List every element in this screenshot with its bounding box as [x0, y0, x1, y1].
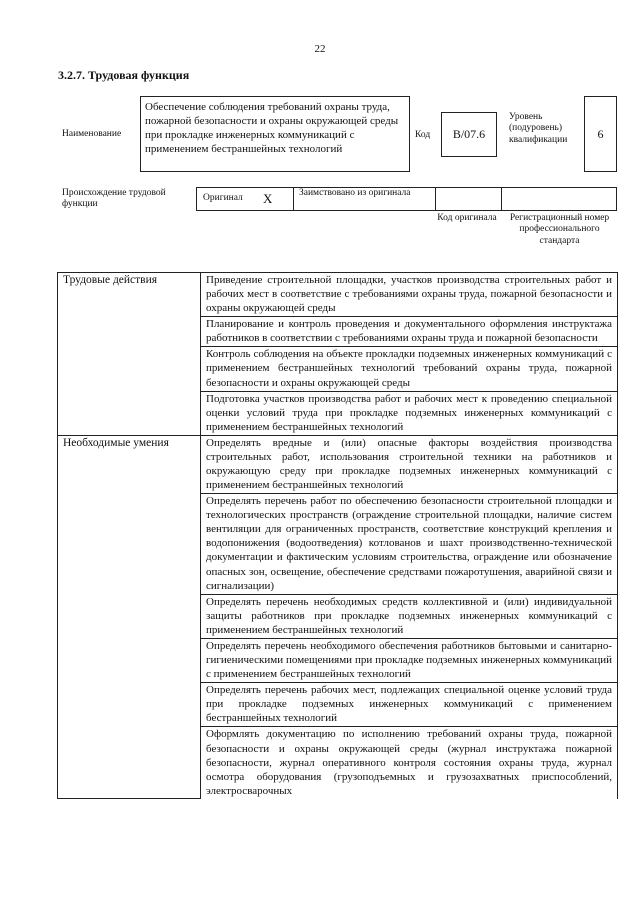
code-value: B/07.6 — [452, 127, 486, 141]
function-name-box — [140, 96, 410, 172]
skills-label: Необходимые умения — [58, 435, 201, 798]
skill-item: Определять вредные и (или) опасные факторы воздействия производства строительных работ, использования строительной техники на работников и окружающую среду при прокладке подземных инженерных коммуникаций с применением бестраншейных технологий — [201, 435, 618, 493]
origin-original-mark: X — [263, 191, 273, 206]
skill-item: Оформлять документацию по исполнению требований охраны труда, пожарной безопасности и охраны окружающей среды (журнал инструктажа пожарной безопасности, журнал оперативного контроля состояния охраны труда, журнал осмотра оборудования (грузоподъемных и грузозахватных приспособлений, электросварочных — [201, 727, 618, 799]
skill-item: Определять перечень необходимых средств коллективной и (или) индивидуальной защиты работников при прокладке подземных инженерных коммуникаций с применением бестраншейных технологий — [201, 594, 618, 638]
labor-action-item: Приведение строительной площадки, участков производства строительных работ и рабочих мест в соответствие с требованиями охраны труда, пожарной безопасности и охраны окружающей среды — [201, 273, 618, 317]
skill-item: Определять перечень необходимого обеспечения работников бытовыми и санитарно-гигиеническими помещениями при прокладке подземных инженерных коммуникаций с применением бестраншейных технологий — [201, 638, 618, 682]
origin-row — [196, 187, 617, 211]
code-box — [441, 112, 497, 157]
labor-action-item: Планирование и контроль проведения и документального оформления инструктажа работников в соответствии с требованиями охраны труда и пожарной безопасности — [201, 317, 618, 347]
origin-original-label: Оригинал — [203, 193, 243, 203]
function-table — [57, 272, 618, 799]
code-original-caption: Код оригинала — [437, 213, 497, 223]
page-number: 22 — [314, 43, 326, 55]
labor-actions-label: Трудовые действия — [58, 273, 201, 436]
level-box — [584, 96, 617, 172]
labor-action-item: Контроль соблюдения на объекте прокладки подземных инженерных коммуникаций с применением бестраншейных технологий требований охраны труда, пожарной безопасности и охраны окружающей среды — [201, 347, 618, 391]
skill-item: Определять перечень работ по обеспечению безопасности строительной площадки и технологических пространств (ограждение строительной площадки, наличие систем вентиляции для ограниченных пространств, соответствие конструкций крепления и водопонижения (водоотведения) котлованов и шахт производственно-технической документации и фактическим условиям строительства, ограждение или обозначение опасных зон, освещение, обеспечение средствами пожаротушения, аварийной связи и сигнализации) — [201, 494, 618, 595]
name-label: Наименование — [62, 129, 122, 139]
reg-number-caption: Регистрационный номер профессионального стандарта — [509, 213, 610, 246]
function-name-text: Обеспечение соблюдения требований охраны труда, пожарной безопасности и охраны окружающей среды при прокладке инженерных коммуникаций с применением бестраншейных технологий — [145, 101, 399, 156]
origin-original-cell — [197, 188, 294, 210]
table-row — [58, 435, 618, 493]
section-title: 3.2.7. Трудовая функция — [58, 68, 190, 82]
origin-borrowed-cell — [294, 188, 436, 210]
origin-reg-cell — [502, 188, 616, 210]
table-row — [58, 273, 618, 317]
level-label: Уровень (подуровень) квалификации — [509, 112, 568, 145]
skill-item: Определять перечень рабочих мест, подлежащих специальной оценке условий труда при прокладке подземных инженерных коммуникаций с применением бестраншейных технологий — [201, 683, 618, 727]
labor-action-item: Подготовка участков производства работ и рабочих мест к проведению специальной оценки условий труда при прокладке подземных инженерных коммуникаций с применением бестраншейных технологий — [201, 391, 618, 435]
origin-label: Происхождение трудовой функции — [62, 188, 166, 210]
level-value: 6 — [597, 126, 604, 141]
origin-code-cell — [436, 188, 502, 210]
origin-borrowed-label: Заимствовано из оригинала — [299, 188, 411, 198]
code-label: Код — [415, 130, 431, 140]
